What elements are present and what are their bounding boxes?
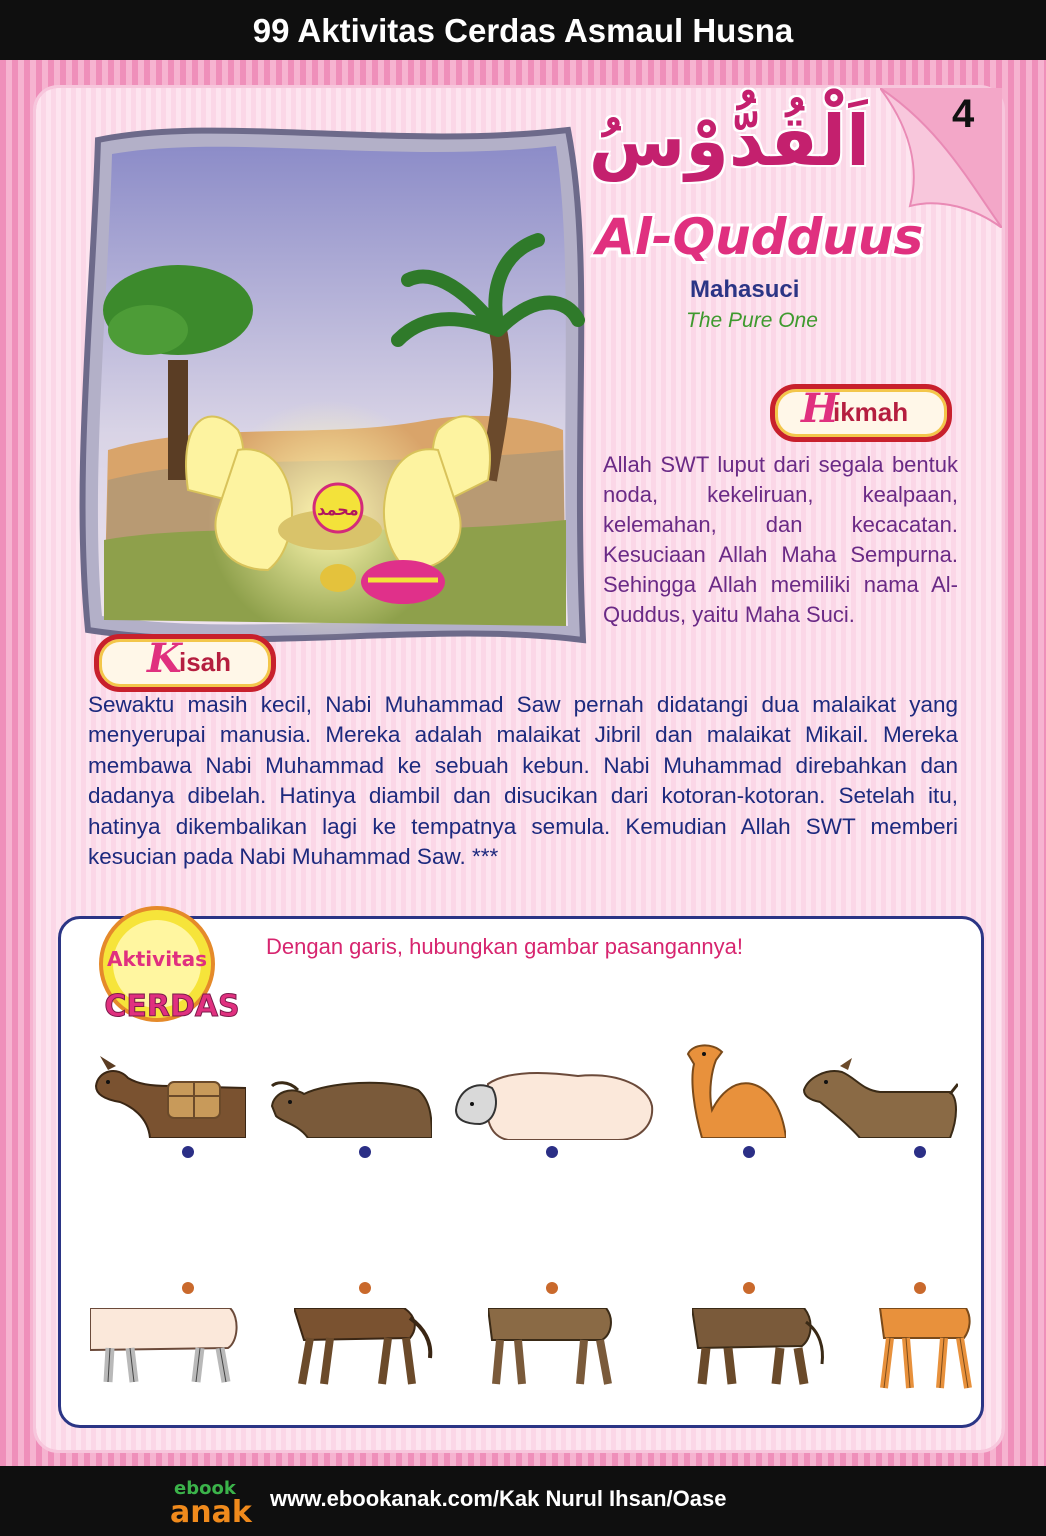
buffalo-front-icon[interactable] xyxy=(268,1076,432,1138)
donkey-legs-icon[interactable] xyxy=(294,1308,434,1386)
match-dot-top[interactable] xyxy=(546,1146,558,1158)
match-dot-top[interactable] xyxy=(359,1146,371,1158)
sheep-legs-icon[interactable] xyxy=(90,1308,240,1386)
kisah-initial: K xyxy=(147,635,182,682)
kisah-text: Sewaktu masih kecil, Nabi Muhammad Saw pernah didatangi dua malaikat yang menyerupai manusia. Mereka adalah malaikat Jibril dan malaikat Mikail. Mereka membawa Nabi Muhammad ke sebuah kebun. Nabi Muhammad direbahkan dan dadanya dibelah. Hatinya diambil dan disucikan dari kotoran-kotoran. Setelah itu, hatinya dikembalikan lagi ke tempatnya semula. Kemudian Allah SWT memberi kesucian pada Nabi Muhammad Saw. *** xyxy=(88,692,958,870)
meaning-indonesian: Mahasuci xyxy=(690,276,800,303)
match-dot-bottom[interactable] xyxy=(743,1282,755,1294)
camel-front-icon[interactable] xyxy=(682,1040,786,1138)
hikmah-label: ikmah xyxy=(833,397,909,427)
match-dot-bottom[interactable] xyxy=(914,1282,926,1294)
goat-legs-icon[interactable] xyxy=(488,1308,618,1386)
badge-cerdas-text: CERDAS xyxy=(104,989,240,1024)
badge-aktivitas-text: Aktivitas xyxy=(106,947,208,971)
kisah-label: isah xyxy=(179,647,232,677)
sheep-front-icon[interactable] xyxy=(448,1066,654,1140)
page-number: 4 xyxy=(952,92,975,136)
match-dot-bottom[interactable] xyxy=(546,1282,558,1294)
latin-name: Al-Qudduus xyxy=(596,208,924,266)
muhammad-seal-text: محمد xyxy=(317,500,359,519)
story-illustration xyxy=(68,120,588,660)
camel-legs-icon[interactable] xyxy=(874,1308,974,1390)
match-dot-bottom[interactable] xyxy=(359,1282,371,1294)
hikmah-banner xyxy=(770,384,952,442)
hikmah-initial: H xyxy=(801,385,839,432)
buffalo-legs-icon[interactable] xyxy=(692,1308,832,1386)
match-dot-top[interactable] xyxy=(914,1146,926,1158)
book-title: 99 Aktivitas Cerdas Asmaul Husna xyxy=(252,12,794,49)
ebookanak-logo[interactable] xyxy=(168,1474,264,1526)
donkey-front-icon[interactable] xyxy=(90,1056,246,1138)
header-bar xyxy=(0,0,1046,60)
page-curl-icon xyxy=(880,88,1002,228)
logo-anak-text: anak xyxy=(170,1495,252,1526)
activity-instruction: Dengan garis, hubungkan gambar pasangannya! xyxy=(266,934,744,959)
kisah-banner xyxy=(94,634,276,692)
match-dot-top[interactable] xyxy=(743,1146,755,1158)
hikmah-text: Allah SWT luput dari segala bentuk noda, kekeliruan, kealpaan, kelemahan, dan kecacatan. Kesuciaan Allah Maha Sempurna. Sehingga Allah memiliki nama Al-Quddus, yaitu Maha Suci. xyxy=(603,452,958,627)
footer-url-link[interactable]: www.ebookanak.com/Kak Nurul Ihsan/Oase xyxy=(270,1486,727,1511)
goat-front-icon[interactable] xyxy=(800,1058,958,1138)
match-dot-bottom[interactable] xyxy=(182,1282,194,1294)
arabic-name: اَلْقُدُّوْسُ xyxy=(588,100,870,182)
aktivitas-cerdas-badge xyxy=(92,904,242,1032)
match-dot-top[interactable] xyxy=(182,1146,194,1158)
meaning-english: The Pure One xyxy=(686,309,818,332)
logo-ebook-text: ebook xyxy=(174,1478,236,1499)
